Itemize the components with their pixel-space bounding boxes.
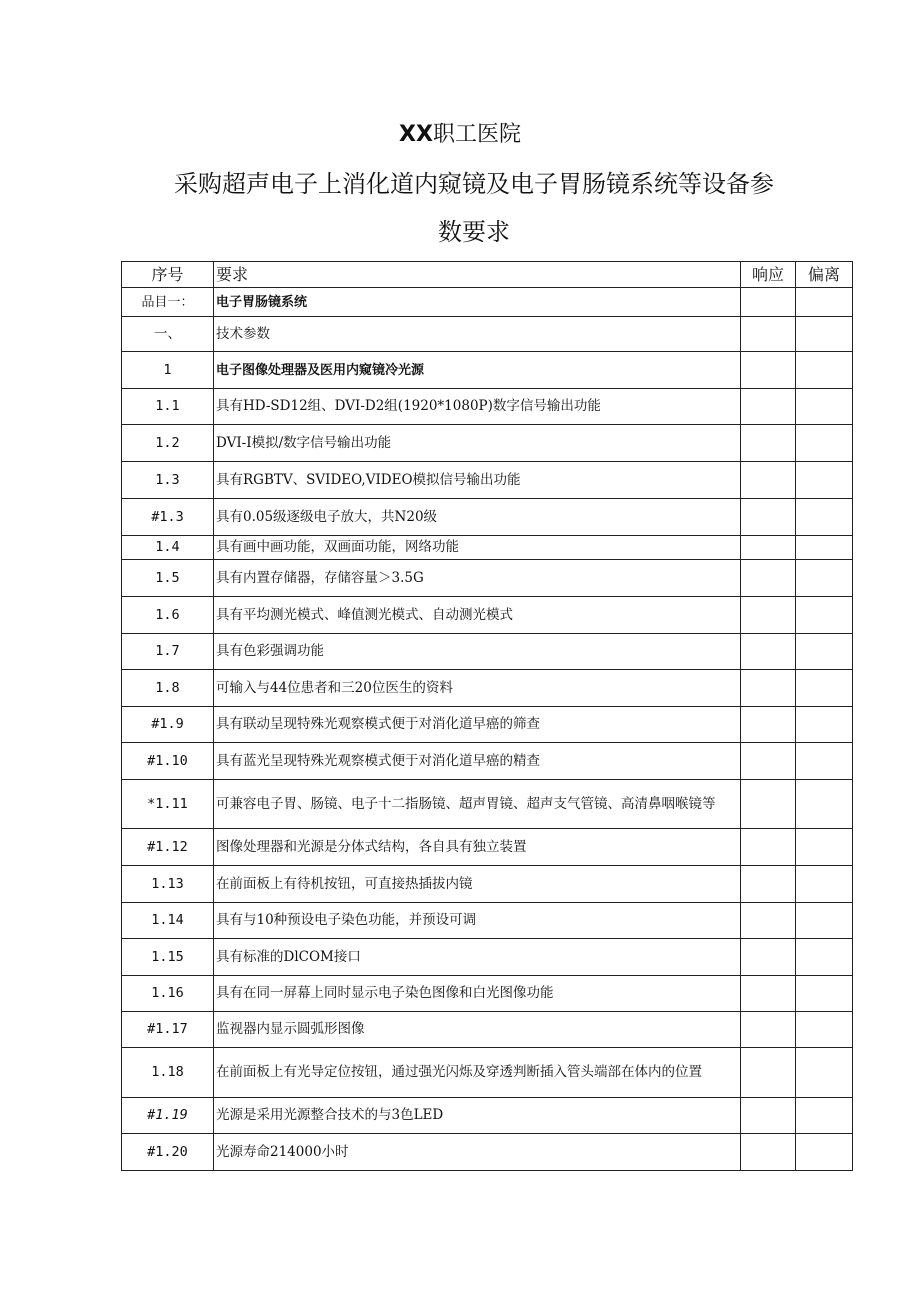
row-response[interactable] bbox=[741, 634, 796, 670]
row-response[interactable] bbox=[741, 670, 796, 707]
row-requirement: DVI-I模拟/数字信号输出功能 bbox=[214, 425, 741, 462]
row-response[interactable] bbox=[741, 903, 796, 939]
row-deviation[interactable] bbox=[796, 499, 853, 536]
hospital-title-name: 职工医院 bbox=[432, 122, 521, 147]
row-no: #1.17 bbox=[122, 1012, 214, 1048]
hospital-title-prefix: XX bbox=[399, 122, 433, 147]
hospital-title bbox=[0, 118, 920, 152]
row-no: #1.19 bbox=[122, 1098, 214, 1134]
row-response[interactable] bbox=[741, 976, 796, 1012]
row-deviation[interactable] bbox=[796, 352, 853, 389]
table-row bbox=[122, 1098, 853, 1134]
row-deviation[interactable] bbox=[796, 462, 853, 499]
row-deviation[interactable] bbox=[796, 903, 853, 939]
row-requirement: 具有画中画功能，双画面功能，网络功能 bbox=[214, 536, 741, 560]
header-no: 序号 bbox=[122, 262, 214, 288]
row-no: 1.6 bbox=[122, 597, 214, 634]
table-row bbox=[122, 780, 853, 829]
row-no: 品目一： bbox=[122, 288, 214, 317]
row-requirement: 在前面板上有光导定位按钮，通过强光闪烁及穿透判断插入管头端部在体内的位置 bbox=[214, 1048, 741, 1098]
row-deviation[interactable] bbox=[796, 866, 853, 903]
row-requirement: 具有平均测光模式、峰值测光模式、自动测光模式 bbox=[214, 597, 741, 634]
row-no: 1.2 bbox=[122, 425, 214, 462]
row-response[interactable] bbox=[741, 597, 796, 634]
row-deviation[interactable] bbox=[796, 597, 853, 634]
table-row bbox=[122, 597, 853, 634]
table-header-row bbox=[122, 262, 853, 288]
row-no: 1.14 bbox=[122, 903, 214, 939]
row-response[interactable] bbox=[741, 499, 796, 536]
row-requirement: 具有与10种预设电子染色功能，并预设可调 bbox=[214, 903, 741, 939]
row-requirement: 具有0.05级逐级电子放大，共N20级 bbox=[214, 499, 741, 536]
row-response[interactable] bbox=[741, 1048, 796, 1098]
row-no: #1.10 bbox=[122, 743, 214, 780]
row-no: *1.11 bbox=[122, 780, 214, 829]
row-deviation[interactable] bbox=[796, 288, 853, 317]
table-row bbox=[122, 317, 853, 352]
row-requirement: 具有标准的DlCOM接口 bbox=[214, 939, 741, 976]
row-response[interactable] bbox=[741, 425, 796, 462]
row-requirement: 具有内置存储器，存储容量＞3.5G bbox=[214, 560, 741, 597]
row-requirement: 具有蓝光呈现特殊光观察模式便于对消化道早癌的精查 bbox=[214, 743, 741, 780]
row-deviation[interactable] bbox=[796, 389, 853, 425]
row-no: 1.7 bbox=[122, 634, 214, 670]
row-requirement: 具有色彩强调功能 bbox=[214, 634, 741, 670]
row-deviation[interactable] bbox=[796, 939, 853, 976]
row-response[interactable] bbox=[741, 1134, 796, 1171]
row-deviation[interactable] bbox=[796, 425, 853, 462]
row-no: #1.12 bbox=[122, 829, 214, 866]
row-requirement: 具有联动呈现特殊光观察模式便于对消化道早癌的筛查 bbox=[214, 707, 741, 743]
row-response[interactable] bbox=[741, 866, 796, 903]
row-no: 1.16 bbox=[122, 976, 214, 1012]
table-row bbox=[122, 425, 853, 462]
row-requirement: 可兼容电子胃、肠镜、电子十二指肠镜、超声胃镜、超声支气管镜、高清鼻咽喉镜等 bbox=[214, 780, 741, 829]
row-deviation[interactable] bbox=[796, 536, 853, 560]
row-response[interactable] bbox=[741, 462, 796, 499]
row-requirement: 光源寿命214000小时 bbox=[214, 1134, 741, 1171]
table-row bbox=[122, 670, 853, 707]
row-response[interactable] bbox=[741, 560, 796, 597]
row-requirement: 电子图像处理器及医用内窥镜冷光源 bbox=[214, 352, 741, 389]
row-deviation[interactable] bbox=[796, 1012, 853, 1048]
row-requirement: 光源是采用光源整合技术的与3色LED bbox=[214, 1098, 741, 1134]
table-row bbox=[122, 866, 853, 903]
row-deviation[interactable] bbox=[796, 670, 853, 707]
row-deviation[interactable] bbox=[796, 707, 853, 743]
row-no: 1.5 bbox=[122, 560, 214, 597]
table-row bbox=[122, 499, 853, 536]
row-response[interactable] bbox=[741, 352, 796, 389]
row-response[interactable] bbox=[741, 1012, 796, 1048]
table-row bbox=[122, 634, 853, 670]
row-no: 1.13 bbox=[122, 866, 214, 903]
table-row bbox=[122, 903, 853, 939]
row-response[interactable] bbox=[741, 389, 796, 425]
table-row bbox=[122, 707, 853, 743]
row-response[interactable] bbox=[741, 780, 796, 829]
row-response[interactable] bbox=[741, 536, 796, 560]
row-requirement: 具有HD-SD12组、DVI-D2组(1920*1080P)数字信号输出功能 bbox=[214, 389, 741, 425]
row-no: #1.3 bbox=[122, 499, 214, 536]
table-row bbox=[122, 389, 853, 425]
row-deviation[interactable] bbox=[796, 1048, 853, 1098]
header-deviation: 偏离 bbox=[796, 262, 853, 288]
table-row bbox=[122, 976, 853, 1012]
row-requirement: 具有在同一屏幕上同时显示电子染色图像和白光图像功能 bbox=[214, 976, 741, 1012]
row-no: 1.3 bbox=[122, 462, 214, 499]
row-no: 1.1 bbox=[122, 389, 214, 425]
document-title-line1: 采购超声电子上消化道内窥镜及电子胃肠镜系统等设备参 bbox=[174, 170, 774, 198]
row-requirement: 在前面板上有待机按钮，可直接热插拔内镜 bbox=[214, 866, 741, 903]
row-response[interactable] bbox=[741, 939, 796, 976]
row-deviation[interactable] bbox=[796, 560, 853, 597]
row-requirement: 技术参数 bbox=[214, 317, 741, 352]
table-row bbox=[122, 288, 853, 317]
table-row bbox=[122, 1012, 853, 1048]
table-row bbox=[122, 536, 853, 560]
table-row bbox=[122, 352, 853, 389]
row-requirement: 具有RGBTV、SVIDEO,VIDEO模拟信号输出功能 bbox=[214, 462, 741, 499]
row-no: 1.4 bbox=[122, 536, 214, 560]
row-deviation[interactable] bbox=[796, 780, 853, 829]
table-row bbox=[122, 829, 853, 866]
row-no: 1 bbox=[122, 352, 214, 389]
row-no: #1.20 bbox=[122, 1134, 214, 1171]
row-no: #1.9 bbox=[122, 707, 214, 743]
row-no: 1.8 bbox=[122, 670, 214, 707]
row-deviation[interactable] bbox=[796, 976, 853, 1012]
row-requirement: 电子胃肠镜系统 bbox=[214, 288, 741, 317]
row-deviation[interactable] bbox=[796, 1098, 853, 1134]
row-response[interactable] bbox=[741, 288, 796, 317]
row-deviation[interactable] bbox=[796, 829, 853, 866]
row-deviation[interactable] bbox=[796, 634, 853, 670]
row-deviation[interactable] bbox=[796, 1134, 853, 1171]
document-title-line2: 数要求 bbox=[438, 218, 510, 246]
row-response[interactable] bbox=[741, 829, 796, 866]
row-deviation[interactable] bbox=[796, 317, 853, 352]
header-requirement: 要求 bbox=[214, 262, 741, 288]
row-response[interactable] bbox=[741, 707, 796, 743]
table-row bbox=[122, 743, 853, 780]
row-requirement: 图像处理器和光源是分体式结构，各自具有独立装置 bbox=[214, 829, 741, 866]
row-requirement: 可输入与44位患者和三20位医生的资料 bbox=[214, 670, 741, 707]
requirements-table bbox=[121, 261, 853, 1171]
row-response[interactable] bbox=[741, 1098, 796, 1134]
table-row bbox=[122, 1048, 853, 1098]
row-deviation[interactable] bbox=[796, 743, 853, 780]
table-row bbox=[122, 939, 853, 976]
header-response: 响应 bbox=[741, 262, 796, 288]
row-requirement: 监视器内显示圆弧形图像 bbox=[214, 1012, 741, 1048]
row-no: 1.18 bbox=[122, 1048, 214, 1098]
row-no: 1.15 bbox=[122, 939, 214, 976]
row-response[interactable] bbox=[741, 743, 796, 780]
table-row bbox=[122, 462, 853, 499]
table-row bbox=[122, 560, 853, 597]
table-row bbox=[122, 1134, 853, 1171]
row-no: 一、 bbox=[122, 317, 214, 352]
row-response[interactable] bbox=[741, 317, 796, 352]
